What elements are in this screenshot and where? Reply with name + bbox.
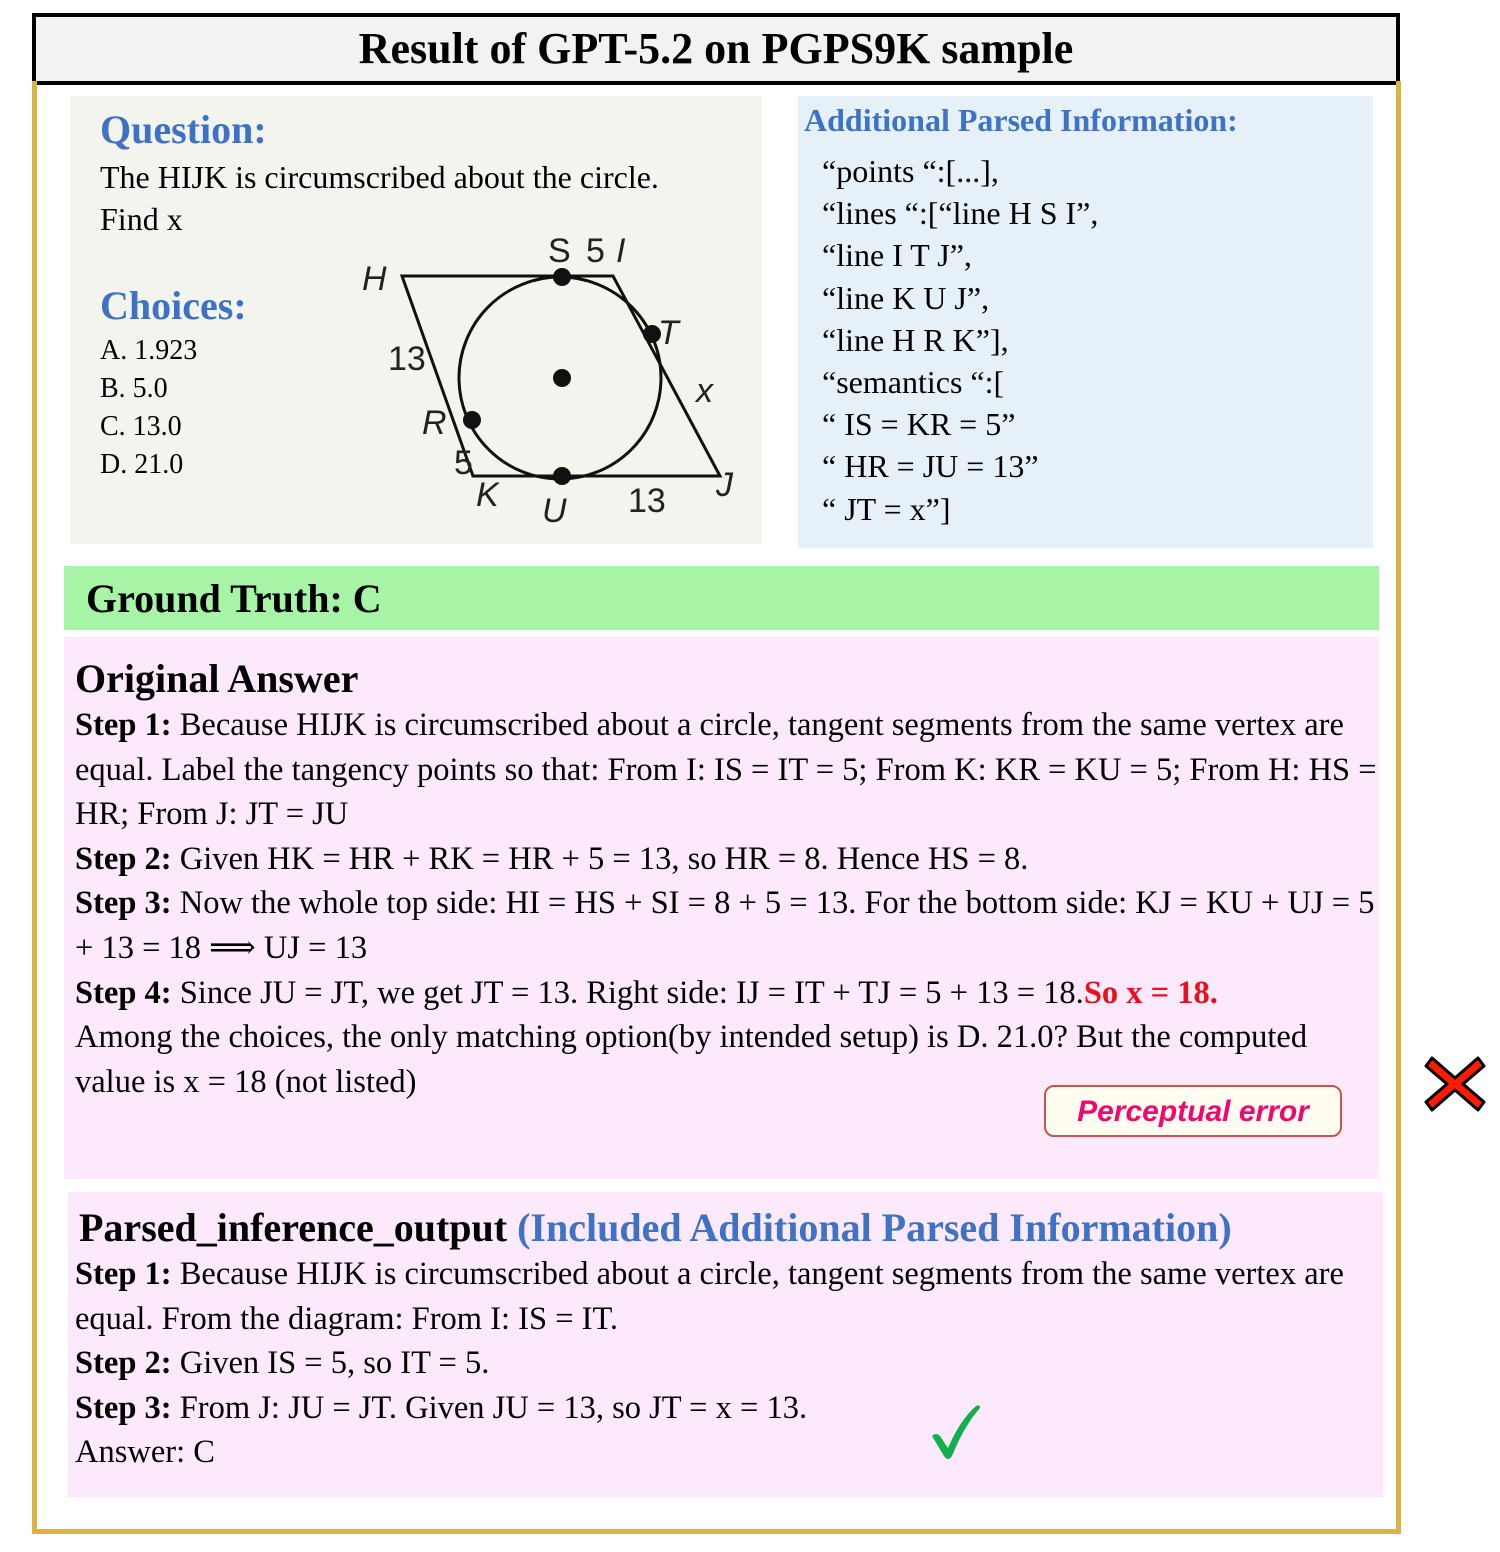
step-label: Step 4: xyxy=(75,974,172,1011)
parsed-line: “lines “:[“line H S I”, xyxy=(822,195,1099,232)
center-dot xyxy=(553,369,571,387)
choice-d: D. 21.0 xyxy=(100,449,184,480)
parsed-inference-note: (Included Additional Parsed Information) xyxy=(517,1205,1232,1250)
step-label: Step 2: xyxy=(75,840,172,877)
tangent-point-s xyxy=(553,268,571,286)
parsed-inference-body xyxy=(75,1252,1385,1475)
question-text-line-1: The HIJK is circumscribed about the circle. xyxy=(100,159,659,195)
label-x: x xyxy=(696,372,713,410)
step-3 xyxy=(75,1386,1385,1431)
step-text: Since JU = JT, we get JT = 13. Right side: IJ = IT + TJ = 5 + 13 = 18. xyxy=(171,974,1084,1011)
label-i: I xyxy=(616,234,626,270)
parsed-info-lines xyxy=(822,150,1098,530)
question-text-line-2: Find x xyxy=(100,201,183,237)
step-1 xyxy=(75,1252,1385,1341)
step-label: Step 2: xyxy=(75,1345,172,1382)
step-label: Step 3: xyxy=(75,1389,172,1426)
step-text: From J: JU = JT. Given JU = 13, so JT = x = 13. xyxy=(171,1389,808,1426)
original-answer-title: Original Answer xyxy=(75,656,359,701)
parsed-inference-title: Parsed_inference_output xyxy=(79,1205,508,1250)
question-heading: Question: xyxy=(100,107,267,152)
step-1 xyxy=(75,703,1385,837)
parsed-line: “ HR = JU = 13” xyxy=(822,448,1039,485)
label-j: J xyxy=(716,466,733,504)
parsed-info-heading: Additional Parsed Information: xyxy=(804,102,1238,138)
label-h: H xyxy=(362,260,387,298)
tangent-point-u xyxy=(553,467,571,485)
label-rk: 5 xyxy=(454,444,473,482)
parsed-line: “ IS = KR = 5” xyxy=(822,406,1016,443)
parsed-line: “line K U J”, xyxy=(822,279,990,316)
original-answer-body xyxy=(75,703,1385,1104)
choice-b: B. 5.0 xyxy=(100,373,168,404)
choice-a: A. 1.923 xyxy=(100,335,198,366)
wrong-result-highlight: So x = 18. xyxy=(1083,974,1218,1011)
step-text: Because HIJK is circumscribed about a circle, tangent segments from the same vertex are equal. From the diagram: From I: IS = IT. xyxy=(75,1256,1344,1337)
parsed-line: “ JT = x”] xyxy=(822,490,951,527)
conclusion: Among the choices, the only matching option(by intended setup) is D. 21.0? But the computed value is x = 18 (not listed) xyxy=(75,1019,1308,1100)
step-label: Step 1: xyxy=(75,1256,172,1292)
question-panel xyxy=(70,96,762,544)
step-4 xyxy=(75,971,1385,1016)
label-hr: 13 xyxy=(388,340,426,378)
parsed-line: “points “:[...], xyxy=(822,153,999,189)
parsed-line: “semantics “:[ xyxy=(822,364,1005,401)
parsed-inference-title-row xyxy=(79,1204,1232,1251)
label-u: U xyxy=(542,492,567,530)
step-text: Given HK = HR + RK = HR + 5 = 13, so HR = 8. Hence HS = 8. xyxy=(171,840,1029,877)
label-t: T xyxy=(658,314,679,352)
label-r: R xyxy=(422,404,447,442)
step-text: Because HIJK is circumscribed about a circle, tangent segments from the same vertex are equal. Label the tangency points so that: From I: IS = IT = 5; From K: KR = KU = 5; From H: HS = HR; From J: JT = JU xyxy=(75,707,1377,833)
label-uj: 13 xyxy=(628,482,666,520)
correct-check-icon xyxy=(926,1402,982,1462)
final-answer: Answer: C xyxy=(75,1434,215,1471)
label-s: S xyxy=(548,234,571,270)
page-title: Result of GPT-5.2 on PGPS9K sample xyxy=(32,13,1400,85)
question-text xyxy=(100,156,740,240)
step-text: Now the whole top side: HI = HS + SI = 8 + 5 = 13. For the bottom side: KJ = KU + UJ = 5 + 13 = 18 ⟹ UJ = 13 xyxy=(75,885,1375,966)
choice-c: C. 13.0 xyxy=(100,411,182,442)
ground-truth-banner: Ground Truth: C xyxy=(64,566,1379,630)
step-3 xyxy=(75,881,1385,970)
step-2 xyxy=(75,1341,1385,1386)
choices-heading: Choices: xyxy=(100,283,247,328)
parsed-info-panel xyxy=(798,96,1373,548)
label-k: K xyxy=(476,476,499,514)
step-2 xyxy=(75,837,1385,882)
wrong-x-icon xyxy=(1424,1054,1486,1114)
label-si: 5 xyxy=(586,234,605,270)
geometry-diagram xyxy=(360,234,760,534)
parsed-line: “line H R K”], xyxy=(822,321,1009,358)
parsed-line: “line I T J”, xyxy=(822,237,972,274)
step-label: Step 1: xyxy=(75,707,172,743)
tangent-point-r xyxy=(463,411,481,429)
step-text: Given IS = 5, so IT = 5. xyxy=(171,1345,490,1382)
choices-list xyxy=(100,332,197,484)
parsed-inference-box xyxy=(68,1192,1383,1497)
perceptual-error-badge: Perceptual error xyxy=(1044,1085,1342,1137)
step-label: Step 3: xyxy=(75,885,172,922)
